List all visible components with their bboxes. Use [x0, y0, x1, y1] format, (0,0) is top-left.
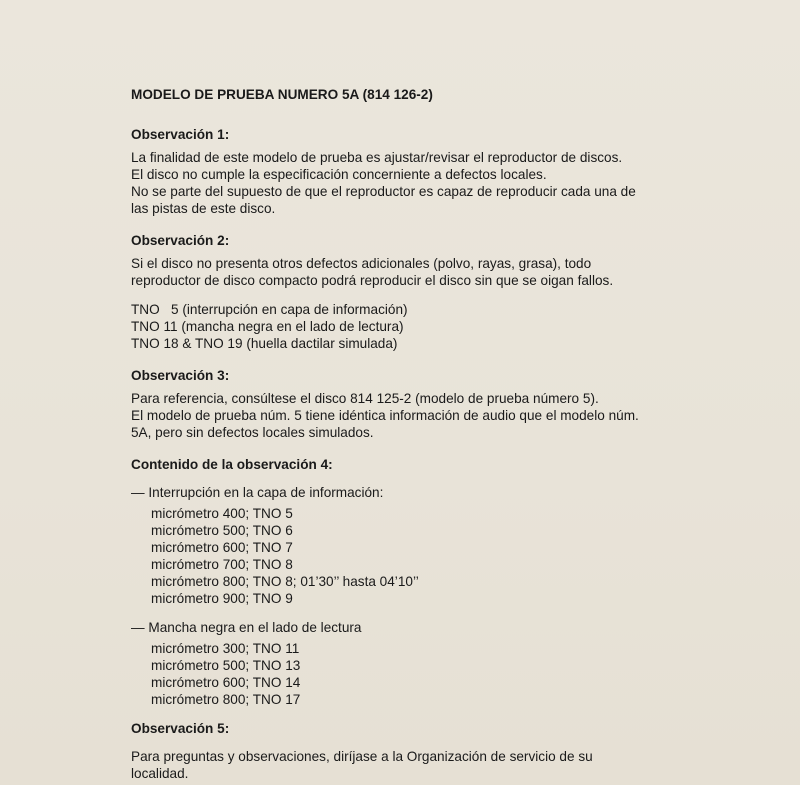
- list-item: micrómetro 800; TNO 8; 01’30’’ hasta 04’10’’: [151, 574, 419, 589]
- observation-5-line: Para preguntas y observaciones, diríjase a la Organización de servicio de su: [131, 749, 593, 764]
- list-item: micrómetro 500; TNO 13: [151, 658, 301, 673]
- list-item: micrómetro 800; TNO 17: [151, 692, 301, 707]
- group-1-list: [151, 505, 711, 607]
- document-title: MODELO DE PRUEBA NUMERO 5A (814 126-2): [131, 87, 433, 102]
- observation-5-line: localidad.: [131, 766, 189, 781]
- observation-5: [131, 720, 711, 782]
- observation-1-line: No se parte del supuesto de que el reproductor es capaz de reproducir cada una de: [131, 184, 636, 199]
- observation-1-line: El disco no cumple la especificación concerniente a defectos locales.: [131, 167, 547, 182]
- list-item: micrómetro 300; TNO 11: [151, 641, 300, 656]
- observation-4-heading: Contenido de la observación 4:: [131, 457, 333, 472]
- tno-line: TNO 5 (interrupción en capa de información): [131, 302, 408, 317]
- observation-1-line: La finalidad de este modelo de prueba es ajustar/revisar el reproductor de discos.: [131, 150, 623, 165]
- observation-3: [131, 367, 711, 441]
- group-2-label: — Mancha negra en el lado de lectura: [131, 620, 362, 635]
- tno-line: TNO 11 (mancha negra en el lado de lectura): [131, 319, 404, 334]
- observation-1-heading: Observación 1:: [131, 127, 230, 142]
- document-body: [131, 86, 711, 782]
- list-item: micrómetro 400; TNO 5: [151, 506, 293, 521]
- observation-5-heading: Observación 5:: [131, 721, 230, 736]
- tno-line: TNO 18 & TNO 19 (huella dactilar simulada): [131, 336, 398, 351]
- observation-4: [131, 456, 711, 708]
- observation-2: [131, 232, 711, 352]
- list-item: micrómetro 700; TNO 8: [151, 557, 293, 572]
- observation-2-line: Si el disco no presenta otros defectos adicionales (polvo, rayas, grasa), todo: [131, 256, 592, 271]
- observation-2-line: reproductor de disco compacto podrá reproducir el disco sin que se oigan fallos.: [131, 273, 614, 288]
- observation-3-line: El modelo de prueba núm. 5 tiene idéntica información de audio que el modelo núm.: [131, 408, 639, 423]
- observation-3-line: Para referencia, consúltese el disco 814 125-2 (modelo de prueba número 5).: [131, 391, 599, 406]
- list-item: micrómetro 600; TNO 7: [151, 540, 293, 555]
- list-item: micrómetro 600; TNO 14: [151, 675, 301, 690]
- list-item: micrómetro 500; TNO 6: [151, 523, 293, 538]
- observation-1-line: las pistas de este disco.: [131, 201, 276, 216]
- group-2-list: [151, 640, 711, 708]
- observation-1: [131, 126, 711, 217]
- observation-2-heading: Observación 2:: [131, 233, 230, 248]
- group-1-label: — Interrupción en la capa de información:: [131, 485, 384, 500]
- observation-3-line: 5A, pero sin defectos locales simulados.: [131, 425, 374, 440]
- list-item: micrómetro 900; TNO 9: [151, 591, 293, 606]
- observation-3-heading: Observación 3:: [131, 368, 230, 383]
